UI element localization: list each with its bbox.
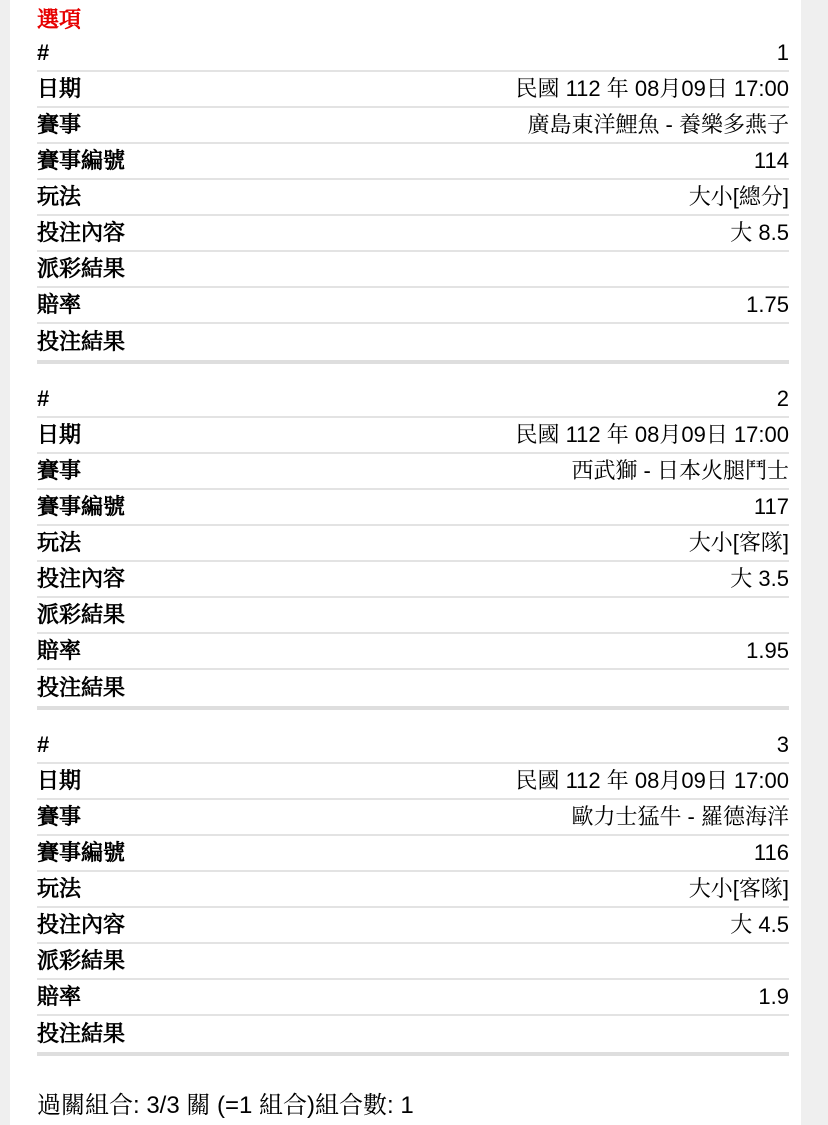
bet-content-label: 投注內容 [37, 220, 126, 245]
event-no-row [37, 144, 789, 180]
event-no-value: 114 [753, 148, 789, 173]
odds-label: 賠率 [37, 292, 82, 317]
event-no-label: 賽事編號 [37, 148, 126, 173]
bet-result-label: 投注結果 [37, 1021, 126, 1046]
bet-result-row [37, 324, 789, 360]
bet-content-label: 投注內容 [37, 912, 126, 937]
date-value: 民國 112 年 08月09日 17:00 [515, 422, 789, 447]
index-row [37, 728, 789, 764]
event-row [37, 454, 789, 490]
bet-content-value: 大 8.5 [730, 220, 789, 245]
play-type-row [37, 180, 789, 216]
odds-label: 賠率 [37, 984, 82, 1009]
play-type-label: 玩法 [37, 876, 82, 901]
event-row [37, 800, 789, 836]
event-no-row [37, 490, 789, 526]
event-no-label: 賽事編號 [37, 840, 126, 865]
bet-result-label: 投注結果 [37, 675, 126, 700]
bet-result-row [37, 670, 789, 706]
index-label: # [37, 732, 50, 757]
odds-row [37, 634, 789, 670]
event-no-row [37, 836, 789, 872]
event-label: 賽事 [37, 112, 82, 137]
event-no-label: 賽事編號 [37, 494, 126, 519]
bet-result-row [37, 1016, 789, 1052]
index-label: # [37, 386, 50, 411]
event-no-value: 116 [753, 840, 789, 865]
options-section-title: 選項 [37, 6, 82, 32]
index-value: 1 [776, 40, 789, 65]
date-row [37, 418, 789, 454]
bet-slip-card [10, 0, 801, 1125]
parlay-summary: 過關組合: 3/3 關 (=1 組合)組合數: 1 [37, 1092, 414, 1119]
event-no-value: 117 [753, 494, 789, 519]
date-row [37, 72, 789, 108]
index-row [37, 36, 789, 72]
bet-content-value: 大 4.5 [730, 912, 789, 937]
odds-value: 1.95 [746, 638, 789, 663]
date-label: 日期 [37, 422, 82, 447]
index-row [37, 382, 789, 418]
bet-content-row [37, 216, 789, 252]
event-row [37, 108, 789, 144]
section-gap [10, 364, 801, 382]
play-type-value: 大小[客隊] [688, 876, 789, 901]
payout-result-row [37, 252, 789, 288]
payout-result-label: 派彩結果 [37, 256, 126, 281]
event-label: 賽事 [37, 458, 82, 483]
event-label: 賽事 [37, 804, 82, 829]
bet-content-row [37, 562, 789, 598]
odds-value: 1.9 [758, 984, 789, 1009]
event-value: 西武獅 - 日本火腿鬥士 [571, 458, 789, 483]
date-value: 民國 112 年 08月09日 17:00 [515, 76, 789, 101]
bet-content-value: 大 3.5 [730, 566, 789, 591]
odds-row [37, 980, 789, 1016]
date-row [37, 764, 789, 800]
selection-3 [10, 728, 801, 1052]
index-label: # [37, 40, 50, 65]
date-label: 日期 [37, 76, 82, 101]
odds-row [37, 288, 789, 324]
selection-1 [10, 36, 801, 360]
bet-content-label: 投注內容 [37, 566, 126, 591]
payout-result-row [37, 944, 789, 980]
play-type-value: 大小[總分] [688, 184, 789, 209]
play-type-row [37, 872, 789, 908]
payout-result-row [37, 598, 789, 634]
play-type-label: 玩法 [37, 184, 82, 209]
play-type-label: 玩法 [37, 530, 82, 555]
play-type-row [37, 526, 789, 562]
date-label: 日期 [37, 768, 82, 793]
index-value: 3 [776, 732, 789, 757]
index-value: 2 [776, 386, 789, 411]
play-type-value: 大小[客隊] [688, 530, 789, 555]
bet-content-row [37, 908, 789, 944]
payout-result-label: 派彩結果 [37, 602, 126, 627]
event-value: 歐力士猛牛 - 羅德海洋 [571, 804, 789, 829]
selection-2 [10, 382, 801, 706]
payout-result-label: 派彩結果 [37, 948, 126, 973]
event-value: 廣島東洋鯉魚 - 養樂多燕子 [527, 112, 789, 137]
bet-result-label: 投注結果 [37, 329, 126, 354]
section-gap [10, 710, 801, 728]
odds-value: 1.75 [746, 292, 789, 317]
date-value: 民國 112 年 08月09日 17:00 [515, 768, 789, 793]
odds-label: 賠率 [37, 638, 82, 663]
